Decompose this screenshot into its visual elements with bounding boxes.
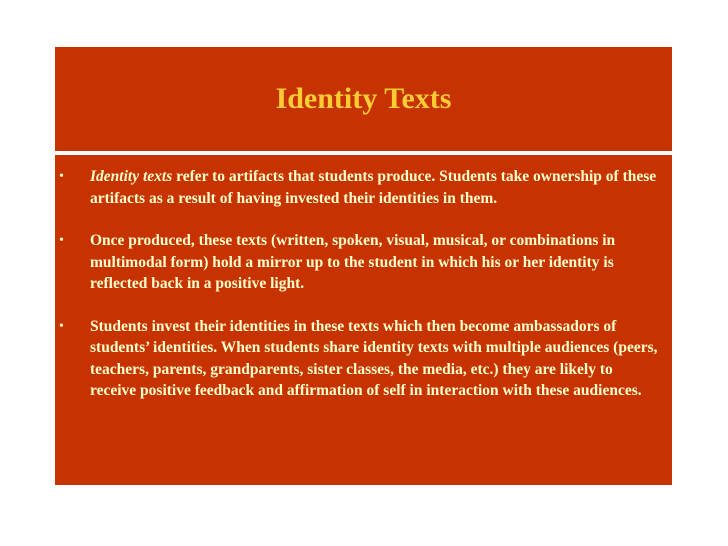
slide-title: Identity Texts	[275, 82, 452, 115]
bullet-list	[55, 166, 672, 423]
bullet-text: refer to artifacts that students produce. Students take ownership of these artifacts as a result of having invested their identities in them.	[90, 168, 657, 207]
bullet-text: Students invest their identities in these texts which then become ambassadors of students’ identities. When students share identity texts with multiple audiences (peers, teachers, parents, grandparents, sister classes, the media, etc.) they are likely to receive positive feedback and affirmation of self in interaction with these audiences.	[90, 317, 658, 399]
bullet-icon: •	[59, 318, 64, 334]
bullet-emphasis: Identity texts	[90, 168, 173, 185]
bullet-item-2	[55, 230, 672, 295]
bullet-item-3	[55, 316, 672, 402]
title-band	[55, 47, 672, 151]
bullet-icon: •	[59, 169, 64, 184]
bullet-text: Once produced, these texts (written, spoken, visual, musical, or combinations in multimodal form) hold a mirror up to the student in which his or her identity is reflected back in a positive light.	[90, 232, 616, 292]
bullet-icon: •	[59, 233, 64, 248]
body-band	[55, 155, 672, 485]
bullet-item-1	[55, 166, 672, 209]
